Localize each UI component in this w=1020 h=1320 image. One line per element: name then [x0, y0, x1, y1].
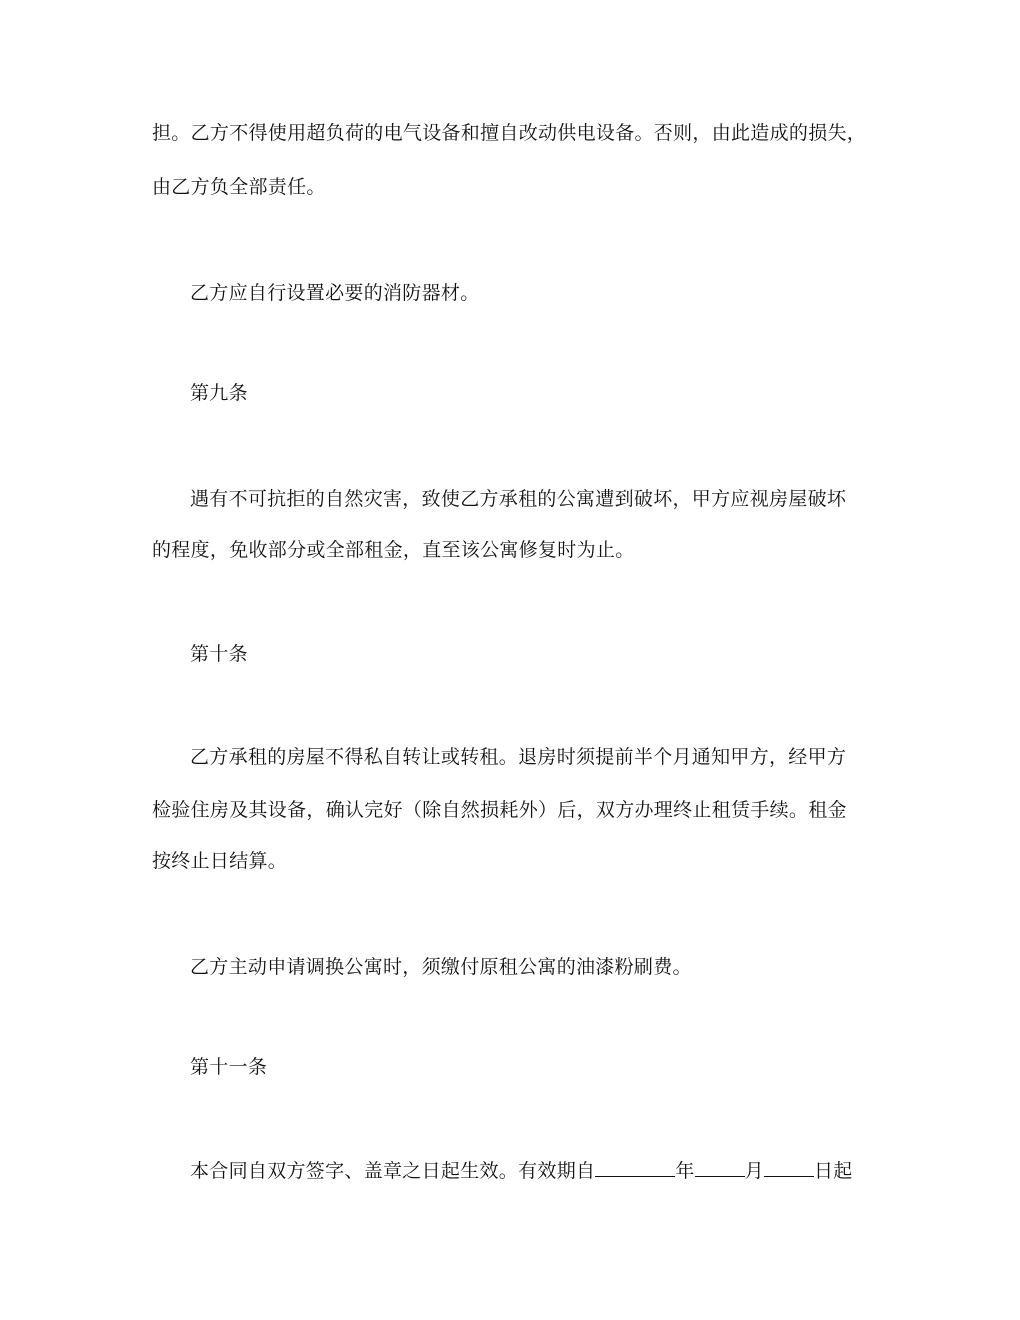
paragraph-line: 乙方承租的房屋不得私自转让或转租。退房时须提前半个月通知甲方，经甲方	[190, 746, 847, 768]
month-blank	[695, 1158, 745, 1177]
day-blank	[764, 1158, 814, 1177]
year-blank	[595, 1158, 675, 1177]
paragraph-line: 按终止日结算。	[152, 850, 288, 872]
validity-text: 本合同自双方签字、盖章之日起生效。有效期自	[190, 1160, 596, 1182]
paragraph-line: 由乙方负全部责任。	[152, 176, 326, 198]
paragraph-line: 检验住房及其设备，确认完好（除自然损耗外）后，双方办理终止租赁手续。租金	[152, 799, 847, 821]
paragraph-line: 遇有不可抗拒的自然灾害，致使乙方承租的公寓遭到破坏，甲方应视房屋破坏	[190, 488, 847, 510]
paragraph-line: 乙方应自行设置必要的消防器材。	[190, 282, 480, 304]
year-label: 年	[675, 1160, 695, 1182]
paragraph-line: 的程度，免收部分或全部租金，直至该公寓修复时为止。	[152, 539, 635, 561]
paragraph-line: 乙方主动申请调换公寓时，须缴付原租公寓的油漆粉刷费。	[190, 956, 692, 978]
article-heading-9: 第九条	[190, 382, 248, 404]
paragraph-line: 担。乙方不得使用超负荷的电气设备和擅自改动供电设备。否则，由此造成的损失，	[152, 122, 867, 144]
day-label: 日起	[813, 1160, 853, 1182]
month-label: 月	[744, 1160, 764, 1182]
article-heading-11: 第十一条	[190, 1056, 268, 1078]
validity-line	[190, 1158, 853, 1183]
article-heading-10: 第十条	[190, 643, 248, 665]
